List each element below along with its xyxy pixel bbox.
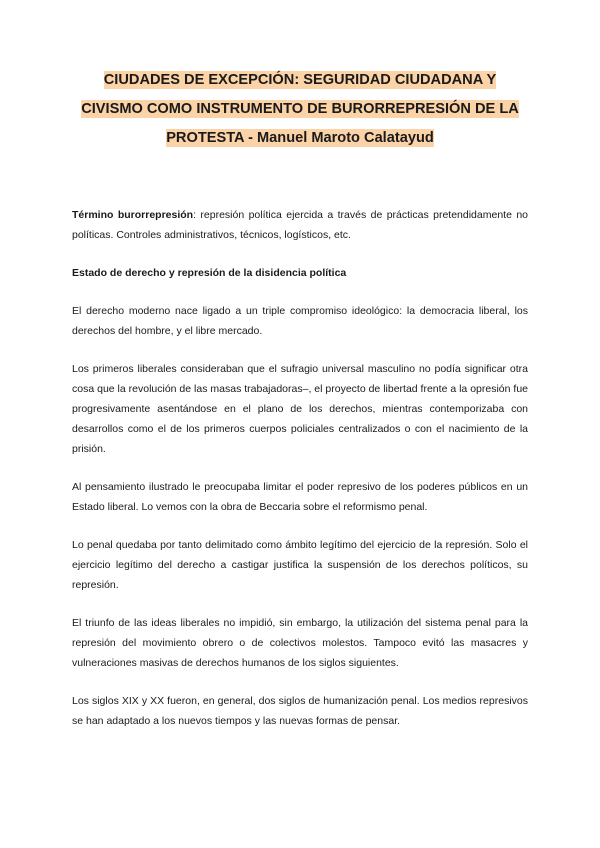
paragraph-1: El derecho moderno nace ligado a un triple compromiso ideológico: la democracia liberal, los derechos del hombre, y el libre mercado. — [72, 305, 528, 337]
definition-text: : represión política ejercida a través de prácticas pretendidamente no políticas. Controles administrativos, técnicos, logísticos, etc. — [72, 209, 528, 241]
paragraph-5: El triunfo de las ideas liberales no impidió, sin embargo, la utilización del sistema penal para la represión del movimiento obrero o de colectivos molestos. Tampoco evitó las masacres y vulneraciones masivas de derechos humanos de los siglos siguientes. — [72, 617, 528, 669]
paragraph-2: Los primeros liberales consideraban que el sufragio universal masculino no podía significar otra cosa que la revolución de las masas trabajadoras–, el proyecto de libertad frente a la opresión fue progresivamente asentándose en el plano de los derechos, mientras contemporizaba con desarrollos como el de los primeros cuerpos policiales centralizados o con el nacimiento de la prisión. — [72, 363, 528, 455]
title-line-3: PROTESTA - Manuel Maroto Calatayud — [166, 130, 434, 146]
paragraph-3: Al pensamiento ilustrado le preocupaba limitar el poder represivo de los poderes públicos en un Estado liberal. Lo vemos con la obra de Beccaria sobre el reformismo penal. — [72, 481, 528, 513]
document-body — [72, 205, 528, 749]
section-heading: Estado de derecho y represión de la disidencia política — [72, 267, 347, 279]
document-title — [60, 66, 540, 153]
paragraph-6: Los siglos XIX y XX fueron, en general, dos siglos de humanización penal. Los medios represivos se han adaptado a los nuevos tiempos y las nuevas formas de pensar. — [72, 695, 528, 727]
definition-term: Término burorrepresión — [72, 209, 194, 221]
title-line-2: CIVISMO COMO INSTRUMENTO DE BURORREPRESIÓN DE LA — [81, 101, 519, 117]
definition-paragraph — [72, 205, 528, 245]
paragraph-4: Lo penal quedaba por tanto delimitado como ámbito legítimo del ejercicio de la represión. Solo el ejercicio legítimo del derecho a castigar justifica la suspensión de los derechos políticos, su represión. — [72, 539, 528, 591]
title-line-1: CIUDADES DE EXCEPCIÓN: SEGURIDAD CIUDADANA Y — [103, 72, 497, 88]
